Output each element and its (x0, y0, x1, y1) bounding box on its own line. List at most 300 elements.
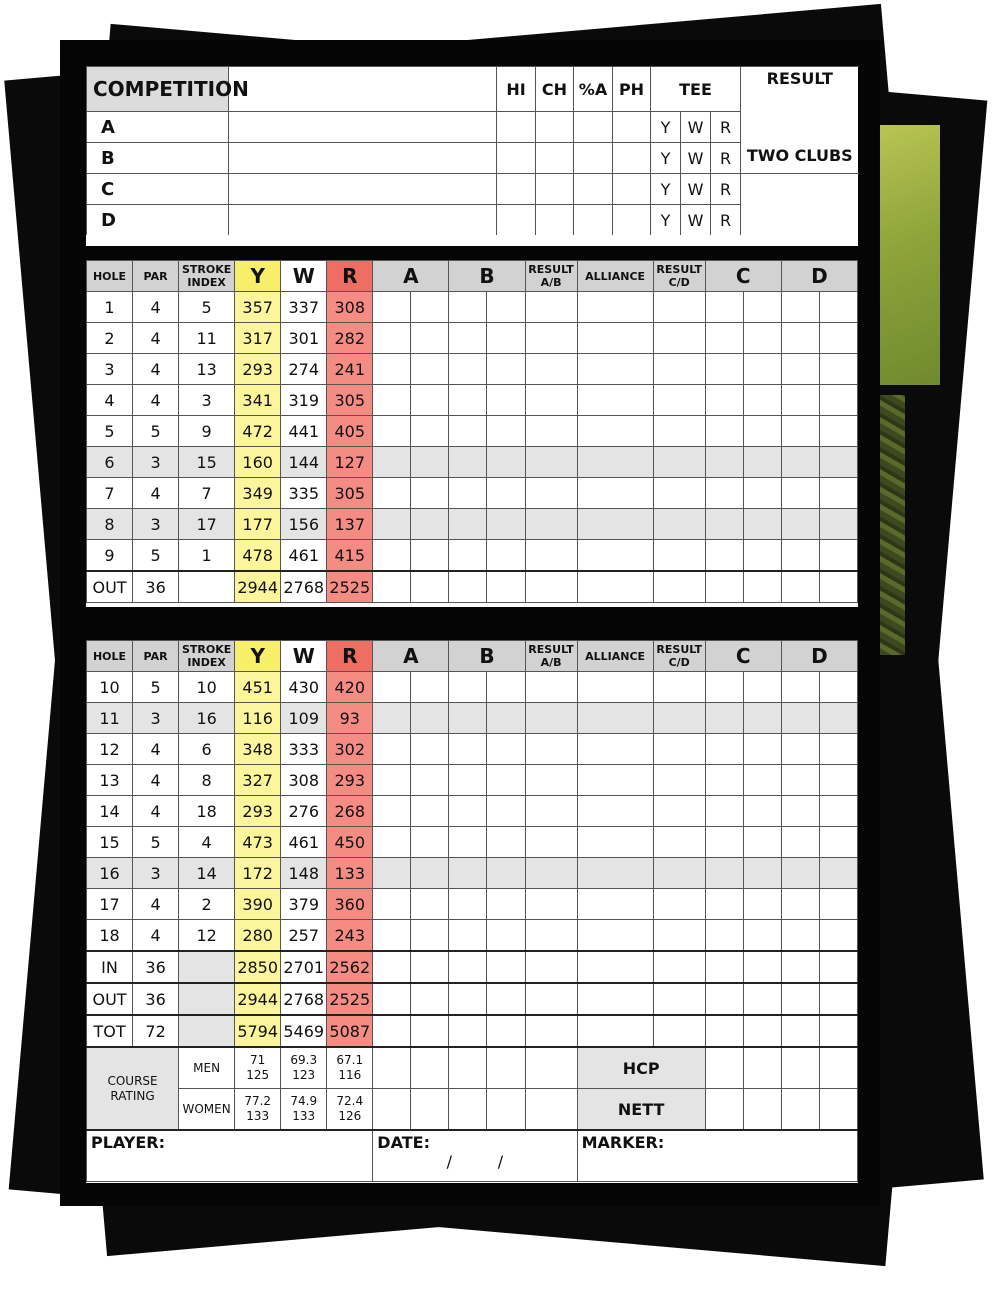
score-cell[interactable] (449, 920, 487, 952)
score-cell[interactable] (373, 1015, 411, 1047)
score-cell[interactable] (487, 765, 525, 796)
player-a-name[interactable] (229, 112, 497, 143)
score-cell[interactable] (525, 509, 577, 540)
score-cell[interactable] (411, 796, 449, 827)
score-cell[interactable] (487, 323, 525, 354)
score-cell[interactable] (411, 416, 449, 447)
score-cell[interactable] (781, 447, 819, 478)
score-cell[interactable] (577, 292, 653, 323)
player-c-pct[interactable] (574, 174, 613, 205)
score-cell[interactable] (781, 889, 819, 920)
score-cell[interactable] (705, 858, 743, 889)
score-cell[interactable] (705, 983, 743, 1015)
score-cell[interactable] (781, 416, 819, 447)
score-cell[interactable] (781, 765, 819, 796)
score-cell[interactable] (411, 354, 449, 385)
score-cell[interactable] (781, 827, 819, 858)
player-b-pct[interactable] (574, 143, 613, 174)
score-cell[interactable] (525, 703, 577, 734)
score-cell[interactable] (705, 765, 743, 796)
score-cell[interactable] (525, 1015, 577, 1047)
score-cell[interactable] (525, 983, 577, 1015)
score-cell[interactable] (373, 889, 411, 920)
score-cell[interactable] (653, 889, 705, 920)
score-cell[interactable] (373, 796, 411, 827)
score-cell[interactable] (819, 765, 857, 796)
score-cell[interactable] (705, 796, 743, 827)
score-cell[interactable] (819, 447, 857, 478)
score-cell[interactable] (743, 1089, 781, 1131)
score-cell[interactable] (487, 540, 525, 572)
score-cell[interactable] (577, 478, 653, 509)
score-cell[interactable] (781, 571, 819, 603)
score-cell[interactable] (411, 292, 449, 323)
score-cell[interactable] (819, 571, 857, 603)
score-cell[interactable] (487, 292, 525, 323)
score-cell[interactable] (373, 951, 411, 983)
score-cell[interactable] (525, 889, 577, 920)
score-cell[interactable] (577, 920, 653, 952)
player-a-ch[interactable] (536, 112, 574, 143)
score-cell[interactable] (781, 385, 819, 416)
player-c-hi[interactable] (497, 174, 536, 205)
score-cell[interactable] (781, 509, 819, 540)
score-cell[interactable] (411, 858, 449, 889)
score-cell[interactable] (449, 951, 487, 983)
score-cell[interactable] (653, 796, 705, 827)
score-cell[interactable] (411, 765, 449, 796)
score-cell[interactable] (449, 509, 487, 540)
player-field[interactable]: PLAYER: (87, 1130, 373, 1182)
score-cell[interactable] (819, 509, 857, 540)
score-cell[interactable] (373, 540, 411, 572)
score-cell[interactable] (819, 983, 857, 1015)
score-cell[interactable] (577, 827, 653, 858)
score-cell[interactable] (819, 354, 857, 385)
score-cell[interactable] (743, 983, 781, 1015)
score-cell[interactable] (743, 540, 781, 572)
score-cell[interactable] (743, 827, 781, 858)
score-cell[interactable] (577, 734, 653, 765)
score-cell[interactable] (705, 1015, 743, 1047)
score-cell[interactable] (743, 1015, 781, 1047)
score-cell[interactable] (819, 827, 857, 858)
score-cell[interactable] (781, 796, 819, 827)
score-cell[interactable] (577, 983, 653, 1015)
score-cell[interactable] (411, 478, 449, 509)
score-cell[interactable] (525, 672, 577, 703)
score-cell[interactable] (373, 478, 411, 509)
score-cell[interactable] (525, 1089, 577, 1131)
score-cell[interactable] (653, 354, 705, 385)
date-field[interactable] (373, 1130, 577, 1182)
score-cell[interactable] (743, 858, 781, 889)
score-cell[interactable] (577, 509, 653, 540)
score-cell[interactable] (373, 1089, 411, 1131)
score-cell[interactable] (781, 920, 819, 952)
score-cell[interactable] (525, 540, 577, 572)
score-cell[interactable] (653, 323, 705, 354)
player-b-tee-r[interactable]: R (711, 143, 741, 174)
score-cell[interactable] (705, 416, 743, 447)
score-cell[interactable] (411, 540, 449, 572)
score-cell[interactable] (411, 827, 449, 858)
score-cell[interactable] (743, 920, 781, 952)
score-cell[interactable] (487, 827, 525, 858)
score-cell[interactable] (373, 447, 411, 478)
player-b-tee-w[interactable]: W (681, 143, 711, 174)
player-d-tee-r[interactable]: R (711, 205, 741, 236)
score-cell[interactable] (705, 703, 743, 734)
score-cell[interactable] (743, 323, 781, 354)
score-cell[interactable] (449, 827, 487, 858)
score-cell[interactable] (781, 323, 819, 354)
score-cell[interactable] (411, 920, 449, 952)
score-cell[interactable] (781, 478, 819, 509)
score-cell[interactable] (705, 1089, 743, 1131)
score-cell[interactable] (819, 951, 857, 983)
score-cell[interactable] (411, 323, 449, 354)
score-cell[interactable] (525, 292, 577, 323)
score-cell[interactable] (373, 509, 411, 540)
two-clubs-box[interactable] (741, 146, 859, 236)
score-cell[interactable] (743, 1047, 781, 1089)
score-cell[interactable] (411, 509, 449, 540)
score-cell[interactable] (819, 540, 857, 572)
score-cell[interactable] (577, 323, 653, 354)
score-cell[interactable] (411, 889, 449, 920)
score-cell[interactable] (577, 765, 653, 796)
score-cell[interactable] (577, 951, 653, 983)
score-cell[interactable] (819, 478, 857, 509)
score-cell[interactable] (411, 1015, 449, 1047)
score-cell[interactable] (653, 765, 705, 796)
score-cell[interactable] (653, 292, 705, 323)
player-c-name[interactable] (229, 174, 497, 205)
score-cell[interactable] (743, 354, 781, 385)
score-cell[interactable] (487, 509, 525, 540)
marker-field[interactable]: MARKER: (577, 1130, 857, 1182)
score-cell[interactable] (373, 827, 411, 858)
score-cell[interactable] (373, 385, 411, 416)
score-cell[interactable] (449, 734, 487, 765)
score-cell[interactable] (705, 672, 743, 703)
score-cell[interactable] (487, 385, 525, 416)
score-cell[interactable] (743, 951, 781, 983)
date-label: DATE: (377, 1133, 430, 1152)
score-cell[interactable] (449, 540, 487, 572)
competition-name-field[interactable] (229, 67, 497, 112)
score-cell[interactable] (577, 447, 653, 478)
score-cell[interactable] (525, 447, 577, 478)
score-cell[interactable] (373, 1047, 411, 1089)
score-cell[interactable] (449, 672, 487, 703)
score-cell[interactable] (487, 796, 525, 827)
score-cell[interactable] (781, 983, 819, 1015)
score-cell[interactable] (373, 354, 411, 385)
score-cell[interactable] (705, 734, 743, 765)
score-cell[interactable] (373, 734, 411, 765)
score-cell[interactable] (487, 354, 525, 385)
score-cell[interactable] (487, 478, 525, 509)
score-cell[interactable] (525, 765, 577, 796)
score-cell[interactable] (487, 889, 525, 920)
score-cell[interactable] (705, 385, 743, 416)
score-cell[interactable] (743, 703, 781, 734)
player-b-hi[interactable] (497, 143, 536, 174)
player-d-tee-w[interactable]: W (681, 205, 711, 236)
score-cell[interactable] (819, 889, 857, 920)
score-cell[interactable] (411, 672, 449, 703)
score-cell[interactable] (487, 920, 525, 952)
score-cell[interactable] (487, 983, 525, 1015)
score-cell[interactable] (449, 292, 487, 323)
score-cell[interactable] (577, 385, 653, 416)
score-cell[interactable] (781, 1089, 819, 1131)
score-cell[interactable] (781, 672, 819, 703)
score-cell[interactable] (577, 1015, 653, 1047)
score-cell[interactable] (487, 416, 525, 447)
score-cell[interactable] (487, 703, 525, 734)
score-cell[interactable] (487, 1047, 525, 1089)
score-cell[interactable] (819, 1015, 857, 1047)
score-cell[interactable] (653, 385, 705, 416)
score-cell[interactable] (743, 571, 781, 603)
score-cell[interactable] (743, 416, 781, 447)
score-cell[interactable] (373, 983, 411, 1015)
player-d-name[interactable] (229, 205, 497, 236)
score-cell[interactable] (705, 1047, 743, 1089)
score-cell[interactable] (781, 951, 819, 983)
score-cell[interactable] (411, 385, 449, 416)
player-d-ph[interactable] (613, 205, 651, 236)
score-cell[interactable] (743, 889, 781, 920)
score-cell[interactable] (743, 509, 781, 540)
score-cell[interactable] (487, 858, 525, 889)
score-cell[interactable] (819, 323, 857, 354)
score-cell[interactable] (373, 858, 411, 889)
score-cell[interactable] (525, 734, 577, 765)
score-cell[interactable] (743, 292, 781, 323)
score-cell[interactable] (449, 796, 487, 827)
score-cell[interactable] (411, 1047, 449, 1089)
score-cell[interactable] (653, 1015, 705, 1047)
score-cell[interactable] (743, 478, 781, 509)
score-cell[interactable] (705, 447, 743, 478)
score-cell[interactable] (487, 1015, 525, 1047)
score-cell[interactable] (525, 416, 577, 447)
hole-number: 11 (87, 703, 133, 734)
score-cell[interactable] (781, 354, 819, 385)
score-cell[interactable] (819, 1089, 857, 1131)
score-cell[interactable] (525, 1047, 577, 1089)
score-cell[interactable] (653, 540, 705, 572)
player-d-tee-y[interactable]: Y (651, 205, 681, 236)
player-d-ch[interactable] (536, 205, 574, 236)
score-cell[interactable] (449, 571, 487, 603)
player-c-ph[interactable] (613, 174, 651, 205)
player-a-tee-r[interactable]: R (711, 112, 741, 143)
player-d-pct[interactable] (574, 205, 613, 236)
score-cell[interactable] (819, 1047, 857, 1089)
score-cell[interactable] (653, 951, 705, 983)
score-cell[interactable] (525, 354, 577, 385)
score-cell[interactable] (705, 509, 743, 540)
score-cell[interactable] (781, 703, 819, 734)
player-b-ph[interactable] (613, 143, 651, 174)
score-cell[interactable] (653, 571, 705, 603)
score-cell[interactable] (411, 447, 449, 478)
score-cell[interactable] (743, 447, 781, 478)
score-cell[interactable] (653, 920, 705, 952)
score-cell[interactable] (577, 416, 653, 447)
score-cell[interactable] (653, 672, 705, 703)
score-cell[interactable] (449, 354, 487, 385)
score-cell[interactable] (705, 827, 743, 858)
player-a-tee-w[interactable]: W (681, 112, 711, 143)
score-cell[interactable] (525, 858, 577, 889)
score-cell[interactable] (373, 920, 411, 952)
score-cell[interactable] (411, 983, 449, 1015)
player-a-pct[interactable] (574, 112, 613, 143)
score-cell[interactable] (705, 889, 743, 920)
score-cell[interactable] (653, 703, 705, 734)
score-cell[interactable] (487, 951, 525, 983)
score-cell[interactable] (525, 571, 577, 603)
score-cell[interactable] (411, 734, 449, 765)
score-cell[interactable] (705, 571, 743, 603)
score-cell[interactable] (577, 796, 653, 827)
score-cell[interactable] (411, 951, 449, 983)
score-cell[interactable] (449, 858, 487, 889)
score-cell[interactable] (781, 1047, 819, 1089)
score-cell[interactable] (449, 416, 487, 447)
score-cell[interactable] (577, 571, 653, 603)
score-cell[interactable] (781, 734, 819, 765)
score-cell[interactable] (577, 672, 653, 703)
score-cell[interactable] (819, 734, 857, 765)
player-c-tee-r[interactable]: R (711, 174, 741, 205)
score-cell[interactable] (577, 540, 653, 572)
score-cell[interactable] (373, 416, 411, 447)
score-cell[interactable] (653, 734, 705, 765)
player-c-tee-y[interactable]: Y (651, 174, 681, 205)
score-cell[interactable] (449, 765, 487, 796)
score-cell[interactable] (705, 478, 743, 509)
score-cell[interactable] (653, 827, 705, 858)
score-cell[interactable] (525, 827, 577, 858)
score-cell[interactable] (653, 509, 705, 540)
score-cell[interactable] (487, 447, 525, 478)
score-cell[interactable] (373, 672, 411, 703)
score-cell[interactable] (743, 796, 781, 827)
score-cell[interactable] (819, 672, 857, 703)
score-cell[interactable] (705, 354, 743, 385)
player-a-ph[interactable] (613, 112, 651, 143)
score-cell[interactable] (781, 858, 819, 889)
player-a-hi[interactable] (497, 112, 536, 143)
score-cell[interactable] (705, 951, 743, 983)
score-cell[interactable] (373, 765, 411, 796)
score-cell[interactable] (411, 1089, 449, 1131)
score-cell[interactable] (487, 734, 525, 765)
score-cell[interactable] (819, 703, 857, 734)
score-cell[interactable] (743, 385, 781, 416)
score-cell[interactable] (373, 323, 411, 354)
player-b-tee-y[interactable]: Y (651, 143, 681, 174)
score-cell[interactable] (525, 920, 577, 952)
score-cell[interactable] (705, 540, 743, 572)
score-cell[interactable] (577, 889, 653, 920)
score-cell[interactable] (743, 734, 781, 765)
score-cell[interactable] (449, 1047, 487, 1089)
score-cell[interactable] (781, 540, 819, 572)
score-cell[interactable] (373, 571, 411, 603)
score-cell[interactable] (705, 920, 743, 952)
score-cell[interactable] (449, 447, 487, 478)
score-cell[interactable] (781, 292, 819, 323)
score-cell[interactable] (819, 292, 857, 323)
score-cell[interactable] (705, 323, 743, 354)
score-cell[interactable] (449, 1089, 487, 1131)
score-cell[interactable] (653, 983, 705, 1015)
score-cell[interactable] (525, 951, 577, 983)
score-cell[interactable] (449, 889, 487, 920)
score-cell[interactable] (577, 858, 653, 889)
score-cell[interactable] (525, 478, 577, 509)
score-cell[interactable] (373, 292, 411, 323)
player-b-name[interactable] (229, 143, 497, 174)
player-c-tee-w[interactable]: W (681, 174, 711, 205)
score-cell[interactable] (577, 354, 653, 385)
score-cell[interactable] (373, 703, 411, 734)
score-cell[interactable] (449, 478, 487, 509)
score-cell[interactable] (819, 858, 857, 889)
score-cell[interactable] (819, 416, 857, 447)
score-cell[interactable] (781, 1015, 819, 1047)
score-cell[interactable] (743, 765, 781, 796)
score-cell[interactable] (411, 703, 449, 734)
score-cell[interactable] (819, 920, 857, 952)
score-cell[interactable] (653, 858, 705, 889)
score-cell[interactable] (653, 416, 705, 447)
score-cell[interactable] (449, 385, 487, 416)
score-cell[interactable] (449, 703, 487, 734)
player-c-ch[interactable] (536, 174, 574, 205)
score-cell[interactable] (705, 292, 743, 323)
player-b-ch[interactable] (536, 143, 574, 174)
score-cell[interactable] (487, 672, 525, 703)
score-cell[interactable] (487, 1089, 525, 1131)
player-a-tee-y[interactable]: Y (651, 112, 681, 143)
score-cell[interactable] (449, 983, 487, 1015)
score-cell[interactable] (525, 385, 577, 416)
score-cell[interactable] (653, 447, 705, 478)
score-cell[interactable] (411, 571, 449, 603)
score-cell[interactable] (449, 1015, 487, 1047)
nett-label: NETT (577, 1089, 705, 1131)
score-cell[interactable] (525, 796, 577, 827)
score-cell[interactable] (653, 478, 705, 509)
player-d-hi[interactable] (497, 205, 536, 236)
score-cell[interactable] (525, 323, 577, 354)
score-cell[interactable] (487, 571, 525, 603)
score-cell[interactable] (819, 796, 857, 827)
score-cell[interactable] (743, 672, 781, 703)
score-cell[interactable] (577, 703, 653, 734)
score-cell[interactable] (449, 323, 487, 354)
score-cell[interactable] (819, 385, 857, 416)
